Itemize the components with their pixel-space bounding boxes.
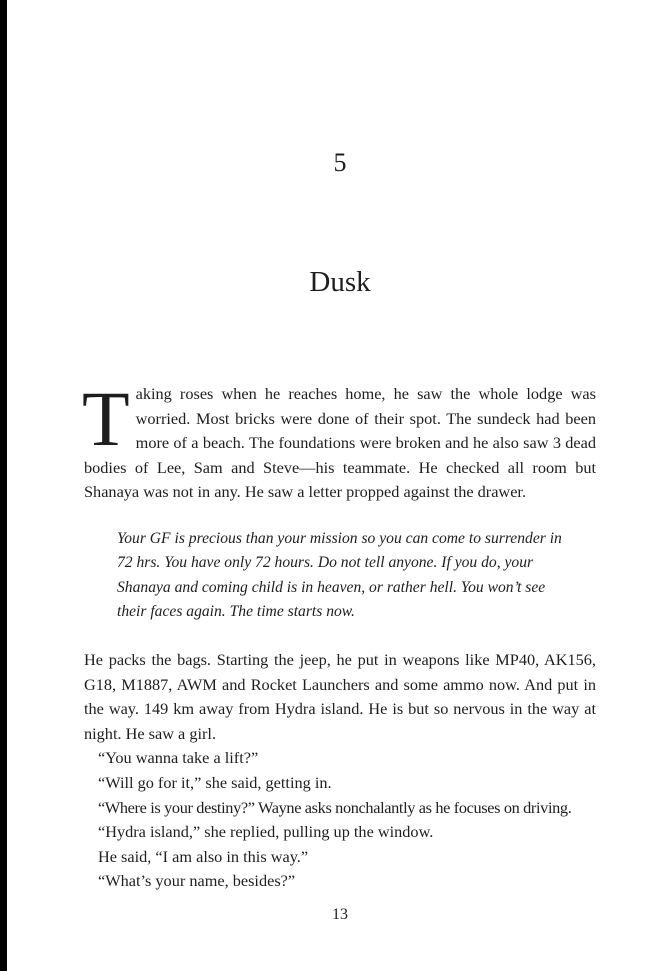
opening-paragraph — [82, 375, 596, 505]
page-number: 13 — [332, 906, 348, 923]
dialogue-line: “What’s your name, besides?” — [98, 871, 296, 891]
letter-quote: Your GF is precious than your mission so you can come to surrender in 72 hrs. You have only 72 hours. Do not tell anyone. If you do, your Shanaya and coming child is in heaven, or rather hell. You won’t see their faces again. The time starts now. — [117, 530, 562, 620]
chapter-number: 5 — [333, 148, 347, 177]
body-paragraph: He packs the bags. Starting the jeep, he put in weapons like MP40, AK156, G18, M1887, AWM and Rocket Launchers and some ammo now. And put in the way. 149 km away from Hydra island. He is but so nervous in the way at night. He saw a girl. — [84, 650, 596, 743]
dialogue-line: “You wanna take a lift?” — [98, 748, 259, 768]
dialogue-line: “Where is your destiny?” Wayne asks nonchalantly as he focuses on driving. — [98, 797, 572, 817]
dialogue-line: “Will go for it,” she said, getting in. — [98, 772, 332, 792]
drop-cap: T — [82, 375, 130, 462]
dialogue-line: He said, “I am also in this way.” — [98, 846, 309, 866]
chapter-title: Dusk — [309, 266, 371, 298]
page-left-edge — [0, 0, 7, 971]
body-text — [84, 648, 596, 894]
dialogue-line: “Hydra island,” she replied, pulling up the window. — [98, 822, 434, 842]
opening-text: aking roses when he reaches home, he saw the whole lodge was worried. Most bricks were done of their spot. The sundeck had been more of a beach. The foundations were broken and he also saw 3 dead bodies of Lee, Sam and Steve—his teammate. He checked all room but Shanaya was not in any. He saw a letter propped against the drawer. — [84, 384, 596, 502]
